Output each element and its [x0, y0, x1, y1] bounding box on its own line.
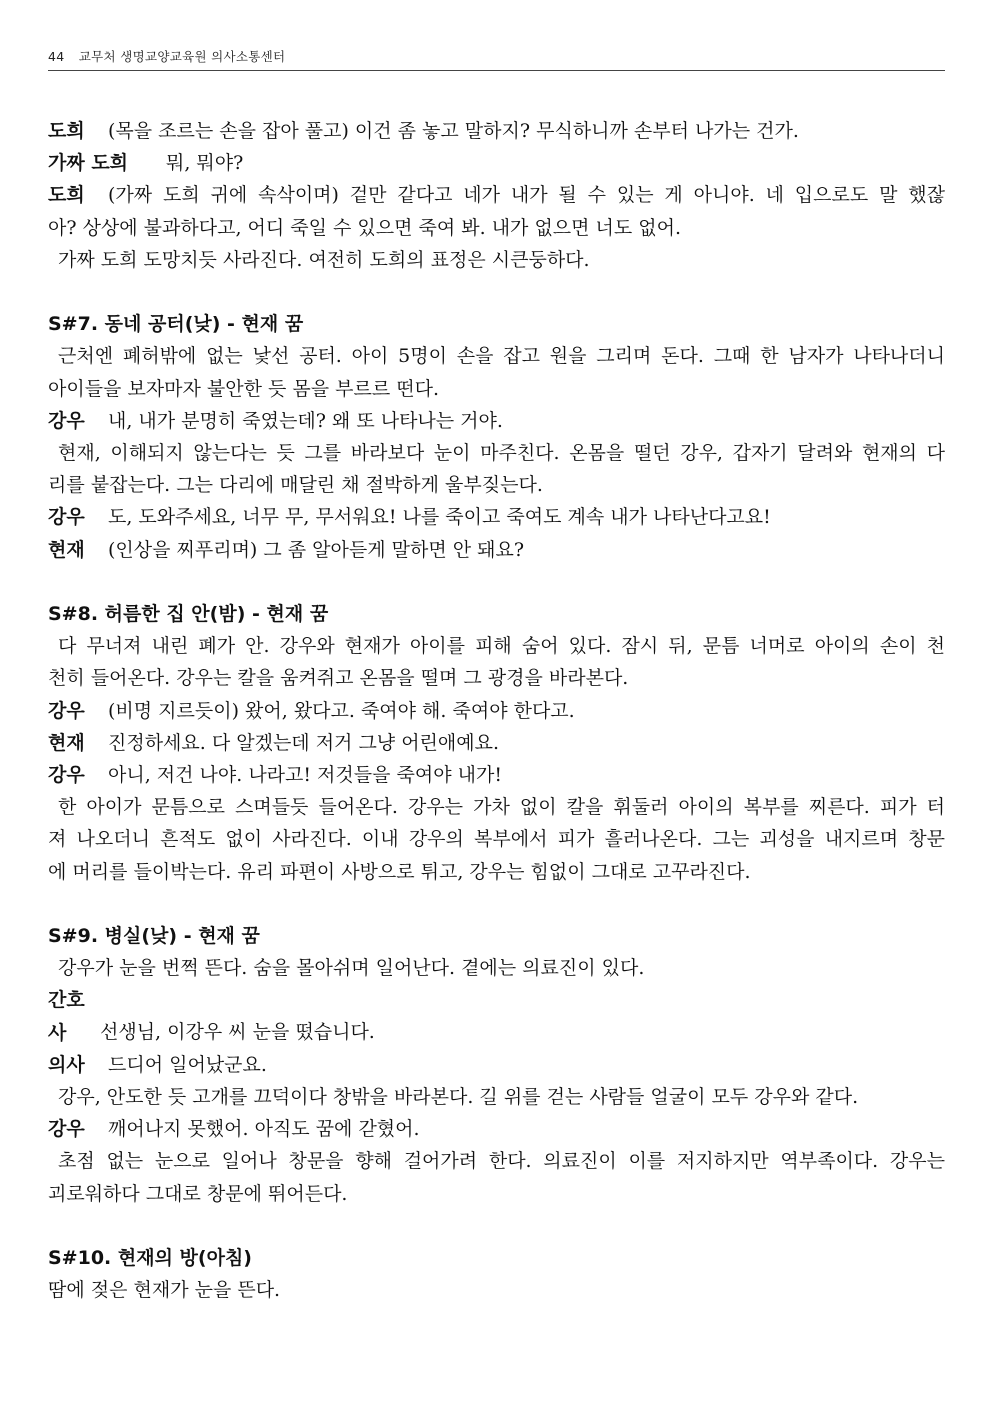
action-continuation: 져 나오더니 흔적도 없이 사라진다. 이내 강우의 복부에서 피가 흘러나온다. 그는 괴성을 내지르며 창문 [48, 828, 945, 851]
dialogue-continuation: 아? 상상에 불과하다고, 어디 죽일 수 있으면 죽여 봐. 내가 없으면 너도 없어. [48, 216, 682, 239]
speaker-name: 강우 [48, 1118, 85, 1141]
dialogue-text: (가짜 도희 귀에 속삭이며) 겉만 같다고 네가 내가 될 수 있는 게 아니야. 네 입으로도 말 했잖 [108, 184, 945, 207]
action-line: 한 아이가 문틈으로 스며들듯 들어온다. 강우는 가차 없이 칼을 휘둘러 아이의 복부를 찌른다. 피가 터 [58, 796, 945, 819]
speaker-name: 강우 [48, 506, 85, 529]
dialogue-text: 아니, 저건 나야. 나라고! 저것들을 죽여야 내가! [108, 764, 502, 787]
dialogue-line [48, 501, 945, 533]
dialogue-text: 뭐, 뭐야? [166, 152, 244, 175]
speaker-name: 강우 [48, 409, 85, 432]
action-line: 다 무너져 내린 폐가 안. 강우와 현재가 아이를 피해 숨어 있다. 잠시 뒤, 문틈 너머로 아이의 손이 천 [58, 635, 945, 658]
action-continuation: 리를 붙잡는다. 그는 다리에 매달린 채 절박하게 울부짖는다. [48, 474, 543, 497]
dialogue-text: (인상을 찌푸리며) 그 좀 알아듣게 말하면 안 돼요? [108, 538, 525, 561]
dialogue-line [48, 695, 945, 727]
action-line: 강우가 눈을 번쩍 뜬다. 숨을 몰아쉬며 일어난다. 곁에는 의료진이 있다. [58, 957, 645, 980]
action-line: 초점 없는 눈으로 일어나 창문을 향해 걸어가려 한다. 의료진이 이를 저지하지만 역부족이다. 강우는 [58, 1150, 945, 1173]
dialogue-text: 진정하세요. 다 알겠는데 저거 그냥 어린애예요. [108, 731, 500, 754]
dialogue-text: 도, 도와주세요, 너무 무, 무서워요! 나를 죽이고 죽여도 계속 내가 나타난다고요! [108, 506, 771, 529]
dialogue-line [48, 179, 945, 211]
speaker-name: 강우 [48, 764, 85, 787]
speaker-name: 의사 [48, 1053, 85, 1076]
action-line: 땀에 젖은 현재가 눈을 뜬다. [48, 1279, 281, 1302]
page-header [48, 47, 944, 71]
speaker-name: 현재 [48, 731, 85, 754]
header-divider [48, 70, 945, 71]
action-line: 현재, 이해되지 않는다는 듯 그를 바라보다 눈이 마주친다. 온몸을 떨던 강우, 갑자기 달려와 현재의 다 [58, 442, 945, 465]
speaker-name: 강우 [48, 699, 85, 722]
dialogue-line [48, 405, 945, 437]
scene-heading: S#7. 동네 공터(낮) - 현재 꿈 [48, 313, 304, 336]
page-number: 44 [48, 49, 65, 64]
dialogue-line [48, 534, 945, 566]
speaker-name: 가짜 도희 [48, 152, 129, 175]
speaker-name: 도희 [48, 184, 85, 207]
action-line: 강우, 안도한 듯 고개를 끄덕이다 창밖을 바라본다. 길 위를 걷는 사람들 얼굴이 모두 강우와 같다. [58, 1086, 859, 1109]
speaker-name: 현재 [48, 538, 85, 561]
dialogue-line [48, 727, 945, 759]
speaker-name: 도희 [48, 120, 85, 142]
action-continuation: 천히 들어온다. 강우는 칼을 움켜쥐고 온몸을 떨며 그 광경을 바라본다. [48, 667, 629, 690]
action-line: 가짜 도희 도망치듯 사라진다. 여전히 도희의 표정은 시큰둥하다. [58, 248, 590, 271]
scene-heading: S#9. 병실(낮) - 현재 꿈 [48, 925, 260, 948]
dialogue-text: 내, 내가 분명히 죽였는데? 왜 또 나타나는 거야. [108, 409, 503, 432]
action-line: 근처엔 폐허밖에 없는 낯선 공터. 아이 5명이 손을 잡고 원을 그리며 돈다. 그때 한 남자가 나타나더니 [58, 345, 945, 368]
scene-heading: S#10. 현재의 방(아침) [48, 1247, 252, 1270]
dialogue-text: 선생님, 이강우 씨 눈을 떴습니다. [100, 1021, 375, 1044]
dialogue-line [48, 759, 945, 791]
dialogue-line [48, 147, 945, 179]
dialogue-text: 깨어나지 못했어. 아직도 꿈에 갇혔어. [108, 1118, 420, 1141]
action-continuation: 아이들을 보자마자 불안한 듯 몸을 부르르 떤다. [48, 377, 440, 400]
scene-heading: S#8. 허름한 집 안(밤) - 현재 꿈 [48, 603, 329, 626]
header-title: 교무처 생명교양교육원 의사소통센터 [78, 49, 286, 64]
action-continuation: 에 머리를 들이박는다. 유리 파편이 사방으로 튀고, 강우는 힘없이 그대로 고꾸라진다. [48, 860, 751, 883]
dialogue-line [48, 115, 945, 147]
dialogue-line [48, 984, 945, 1048]
dialogue-text: (비명 지르듯이) 왔어, 왔다고. 죽여야 해. 죽여야 한다고. [108, 699, 575, 722]
dialogue-line [48, 1113, 945, 1145]
script-body [48, 115, 945, 1306]
action-continuation: 괴로워하다 그대로 창문에 뛰어든다. [48, 1182, 348, 1205]
dialogue-line [48, 1049, 945, 1081]
dialogue-text: 드디어 일어났군요. [108, 1053, 267, 1076]
dialogue-text: (목을 조르는 손을 잡아 풀고) 이건 좀 놓고 말하지? 무식하니까 손부터 나가는 건가. [108, 120, 799, 142]
speaker-name: 간호사 [48, 989, 85, 1044]
